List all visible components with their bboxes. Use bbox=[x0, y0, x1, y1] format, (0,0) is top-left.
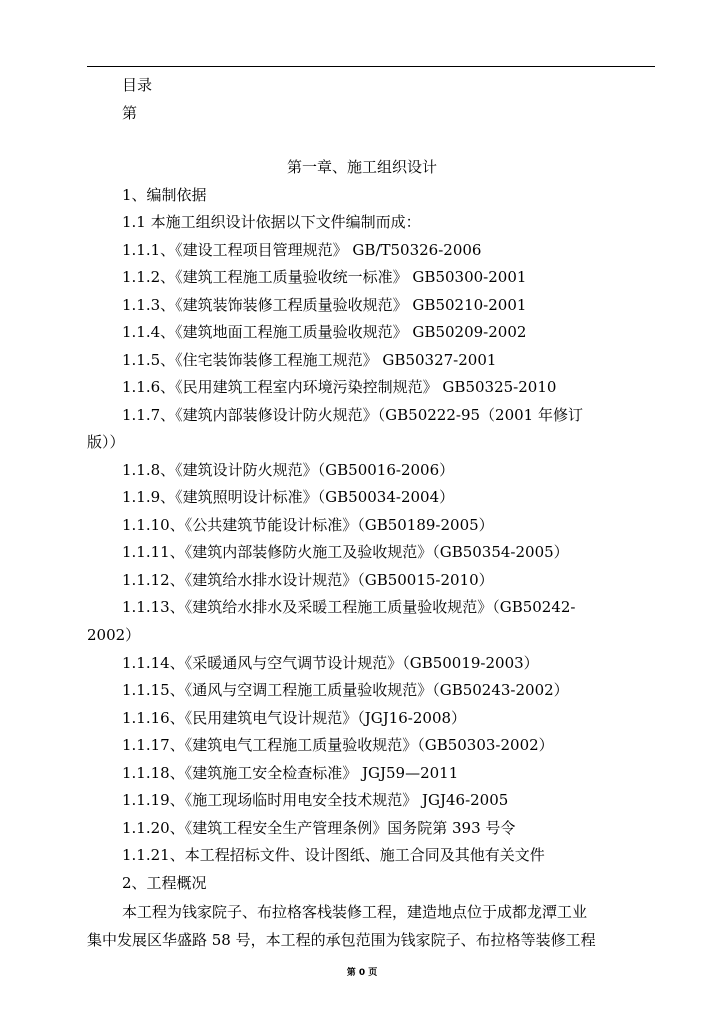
chapter-title: 第一章、施工组织设计 bbox=[286, 158, 437, 176]
basis-item: 1.1.10、《公共建筑节能设计标准》（GB50189-2005） bbox=[122, 516, 494, 534]
basis-item-continuation: 2002） bbox=[87, 626, 141, 644]
basis-item: 1.1.3、《建筑装饰装修工程质量验收规范》 GB50210-2001 bbox=[122, 296, 527, 314]
basis-item: 1.1.17、《建筑电气工程施工质量验收规范》（GB50303-2002） bbox=[122, 736, 554, 754]
basis-item: 1.1.1、《建设工程项目管理规范》 GB/T50326-2006 bbox=[122, 241, 482, 259]
basis-item: 1.1.21、本工程招标文件、设计图纸、施工合同及其他有关文件 bbox=[122, 846, 545, 864]
basis-item-continuation: 版）） bbox=[87, 433, 125, 451]
basis-item: 1.1.9、《建筑照明设计标准》（GB50034-2004） bbox=[122, 488, 455, 506]
basis-item: 1.1.8、《建筑设计防火规范》（GB50016-2006） bbox=[122, 461, 455, 479]
basis-item: 1.1.16、《民用建筑电气设计规范》（JGJ16-2008） bbox=[122, 709, 467, 727]
basis-item: 1.1.2、《建筑工程施工质量验收统一标准》 GB50300-2001 bbox=[122, 268, 527, 286]
overview-paragraph-line: 集中发展区华盛路 58 号，本工程的承包范围为钱家院子、布拉格等装修工程 bbox=[87, 931, 596, 949]
toc-heading: 目录 bbox=[122, 76, 153, 94]
page-number: 第 0 页 bbox=[346, 968, 378, 978]
toc-first-entry: 第 bbox=[122, 104, 138, 122]
basis-item: 1.1.4、《建筑地面工程施工质量验收规范》 GB50209-2002 bbox=[122, 323, 527, 341]
section-heading-basis: 1、编制依据 bbox=[122, 186, 207, 204]
basis-item: 1.1.20、《建筑工程安全生产管理条例》国务院第 393 号令 bbox=[122, 819, 516, 837]
basis-item: 1.1.18、《建筑施工安全检查标准》 JGJ59—2011 bbox=[122, 764, 459, 782]
basis-item: 1.1.19、《施工现场临时用电安全技术规范》 JGJ46-2005 bbox=[122, 791, 509, 809]
basis-item: 1.1.5、《住宅装饰装修工程施工规范》 GB50327-2001 bbox=[122, 351, 497, 369]
basis-intro: 1.1 本施工组织设计依据以下文件编制而成： bbox=[122, 213, 421, 231]
overview-paragraph-line: 本工程为钱家院子、布拉格客栈装修工程，建造地点位于成都龙潭工业 bbox=[122, 903, 588, 921]
basis-item: 1.1.15、《通风与空调工程施工质量验收规范》（GB50243-2002） bbox=[122, 681, 569, 699]
basis-item: 1.1.7、《建筑内部装修设计防火规范》（GB50222-95（2001 年修订 bbox=[122, 406, 583, 424]
basis-item: 1.1.6、《民用建筑工程室内环境污染控制规范》 GB50325-2010 bbox=[122, 378, 557, 396]
basis-item: 1.1.14、《采暖通风与空气调节设计规范》（GB50019-2003） bbox=[122, 654, 539, 672]
basis-item: 1.1.13、《建筑给水排水及采暖工程施工质量验收规范》（GB50242- bbox=[122, 598, 576, 616]
header-rule bbox=[87, 66, 655, 67]
basis-item: 1.1.12、《建筑给水排水设计规范》（GB50015-2010） bbox=[122, 571, 494, 589]
basis-item: 1.1.11、《建筑内部装修防火施工及验收规范》（GB50354-2005） bbox=[122, 543, 569, 561]
section-heading-overview: 2、工程概况 bbox=[122, 874, 207, 892]
